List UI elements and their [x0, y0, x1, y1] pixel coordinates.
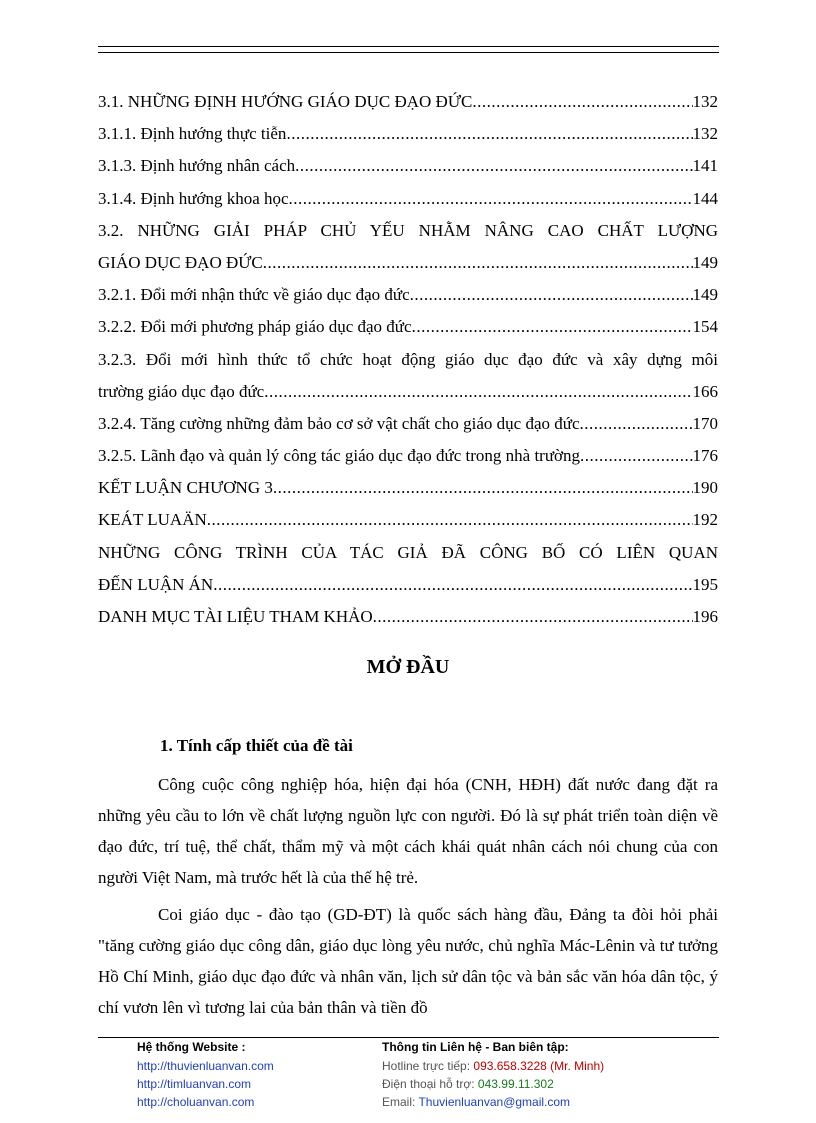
toc-entry[interactable]: 3.2.3. Đổi mới hình thức tổ chức hoạt động giáo dục đạo đức và xây dựng môi [98, 349, 718, 369]
toc-entry[interactable]: 3.1. NHỮNG ĐỊNH HƯỚNG GIÁO DỤC ĐẠO ĐỨC ..... 132 [98, 92, 718, 124]
websites-header: Hệ thống Website : [137, 1040, 246, 1054]
toc-entry[interactable]: GIÁO DỤC ĐẠO ĐỨC ..... 149 [98, 253, 718, 285]
paragraph: Công cuộc công nghiệp hóa, hiện đại hóa (CNH, HĐH) đất nước đang đặt ra những yêu cầu to lớn về chất lượng nguồn lực con người. Đó là sự phát triển toàn diện về đạo đức, trí tuệ, thể chất, thẩm mỹ và một cách khái quát nhân cách nói chung của con người Việt Nam, mà trước hết là của thế hệ trẻ. [98, 775, 718, 887]
toc-entry[interactable]: KEÁT LUAÄN ..... 192 [98, 510, 718, 542]
toc-entry[interactable]: trường giáo dục đạo đức ..... 166 [98, 382, 718, 414]
email-row: Email: Thuvienluanvan@gmail.com [382, 1095, 571, 1109]
website-link[interactable]: http://thuvienluanvan.com [137, 1059, 274, 1073]
toc-entry[interactable]: 3.1.4. Định hướng khoa học ..... 144 [98, 189, 718, 221]
website-link[interactable]: http://timluanvan.com [137, 1077, 252, 1091]
toc-entry[interactable]: 3.1.3. Định hướng nhân cách ..... 141 [98, 156, 718, 188]
toc-entry[interactable]: ĐẾN LUẬN ÁN ..... 195 [98, 575, 718, 607]
body-text [98, 769, 718, 1029]
website-link[interactable]: http://choluanvan.com [137, 1095, 255, 1109]
toc-entry[interactable]: 3.2.1. Đổi mới nhận thức về giáo dục đạo đức ..... 149 [98, 285, 718, 317]
chapter-heading: MỞ ĐẦU [366, 656, 450, 678]
section-title: 1. Tính cấp thiết của đề tài [160, 736, 353, 755]
toc-entry[interactable]: DANH MỤC TÀI LIỆU THAM KHẢO ..... 196 [98, 607, 718, 639]
toc-entry[interactable]: NHỮNG CÔNG TRÌNH CỦA TÁC GIẢ ĐÃ CÔNG BỐ CÓ LIÊN QUAN [98, 542, 718, 562]
hotline-row: Hotline trực tiếp: 093.658.3228 (Mr. Minh) [382, 1059, 605, 1073]
phone-value[interactable]: 043.99.11.302 [477, 1077, 554, 1091]
footer-websites [137, 1038, 274, 1111]
toc-entry[interactable]: 3.2.4. Tăng cường những đảm bảo cơ sở vật chất cho giáo dục đạo đức ..... 170 [98, 414, 718, 446]
email-link[interactable]: Thuvienluanvan@gmail.com [418, 1095, 571, 1109]
toc-entry[interactable]: KẾT LUẬN CHƯƠNG 3 ..... 190 [98, 478, 718, 510]
hotline-value[interactable]: 093.658.3228 (Mr. Minh) [473, 1059, 605, 1073]
toc-entry[interactable]: 3.2.5. Lãnh đạo và quản lý công tác giáo dục đạo đức trong nhà trường ..... 176 [98, 446, 718, 478]
paragraph: Coi giáo dục - đào tạo (GD-ĐT) là quốc sách hàng đầu, Đảng ta đòi hỏi phải "tăng cường giáo dục công dân, giáo dục lòng yêu nước, chủ nghĩa Mác-Lênin và tư tưởng Hồ Chí Minh, giáo dục đạo đức và nhân văn, lịch sử dân tộc và bản sắc văn hóa dân tộc, ý chí vươn lên vì tương lai của bản thân và tiền đồ [98, 905, 718, 1017]
footer-contact [382, 1038, 604, 1111]
toc-entry[interactable]: 3.2. NHỮNG GIẢI PHÁP CHỦ YẾU NHẰM NÂNG CAO CHẤT LƯỢNG [98, 220, 718, 240]
table-of-contents [98, 92, 718, 639]
toc-entry[interactable]: 3.1.1. Định hướng thực tiễn ..... 132 [98, 124, 718, 156]
phone-row: Điện thoại hỗ trợ: 043.99.11.302 [382, 1077, 554, 1091]
toc-entry[interactable]: 3.2.2. Đổi mới phương pháp giáo dục đạo đức ..... 154 [98, 317, 718, 349]
header-rule [98, 46, 719, 53]
contact-header: Thông tin Liên hệ - Ban biên tập: [382, 1040, 569, 1054]
